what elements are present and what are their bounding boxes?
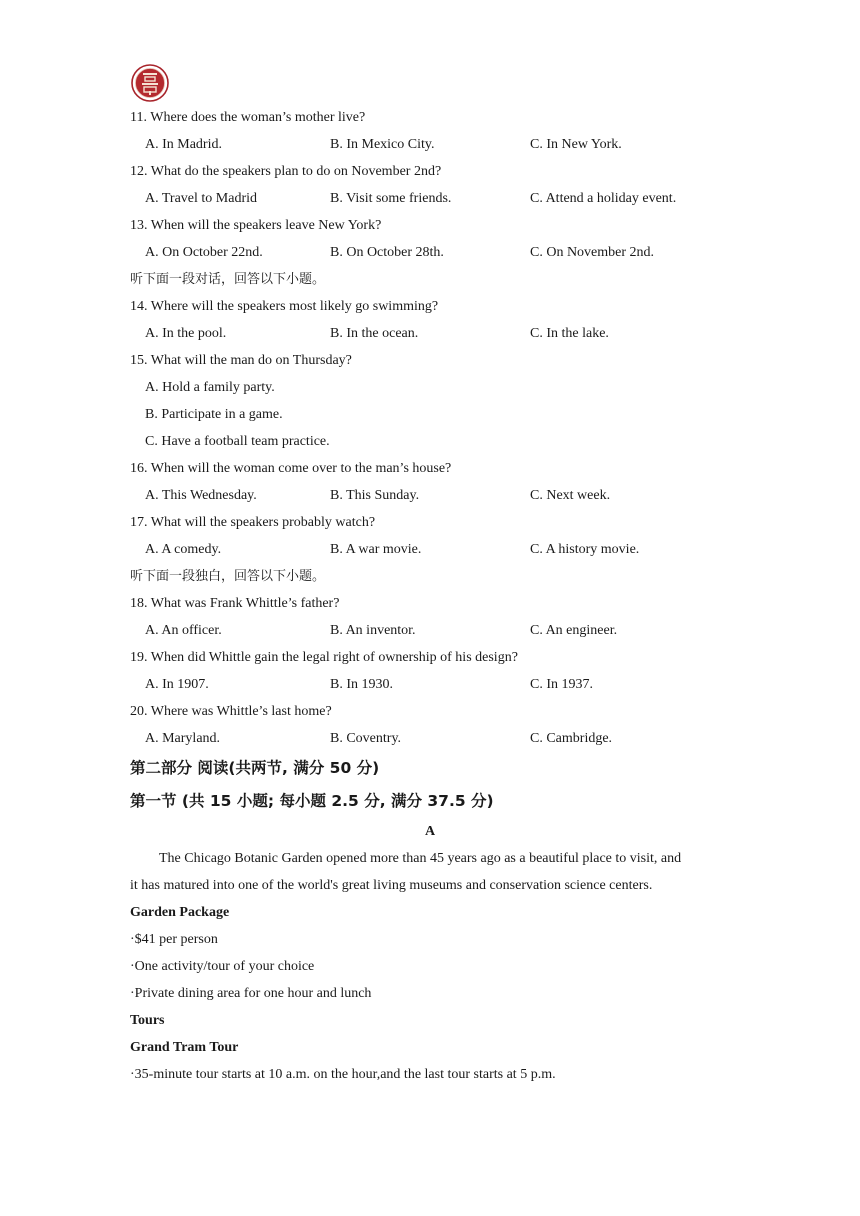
option-b: B. Visit some friends.	[330, 191, 452, 206]
option-b: B. Participate in a game.	[145, 407, 283, 422]
option-b: B. An inventor.	[330, 623, 416, 638]
option-b: B. On October 28th.	[330, 245, 444, 260]
part-2-heading: 第二部分 阅读(共两节, 满分 50 分)	[130, 759, 380, 777]
question-17-options	[130, 536, 750, 563]
passage-intro	[130, 845, 735, 899]
question-16-options	[130, 482, 750, 509]
passage-intro-line-1: The Chicago Botanic Garden opened more than 45 years ago as a beautiful place to visit, and	[159, 851, 682, 866]
listening-instruction: 听下面一段独白，回答以下小题。	[130, 569, 326, 584]
option-c: C. In the lake.	[530, 326, 609, 341]
list-item: ·35-minute tour starts at 10 a.m. on the hour,and the last tour starts at 5 p.m.	[130, 1067, 556, 1082]
option-c: C. Have a football team practice.	[145, 434, 330, 449]
option-c: C. An engineer.	[530, 623, 618, 638]
garden-package-heading: Garden Package	[130, 905, 230, 920]
option-b: B. A war movie.	[330, 542, 422, 557]
option-a: A. Travel to Madrid	[145, 191, 257, 206]
option-c: C. In New York.	[530, 137, 622, 152]
passage-intro-line-2: it has matured into one of the world's great living museums and conservation science centers.	[130, 878, 653, 893]
option-b: B. This Sunday.	[330, 488, 420, 503]
passage-label: A	[424, 824, 436, 839]
option-a: A. In the pool.	[145, 326, 227, 341]
section-1-heading: 第一节 (共 15 小题; 每小题 2.5 分, 满分 37.5 分)	[130, 792, 494, 810]
option-c: C. In 1937.	[530, 677, 593, 692]
listening-instruction: 听下面一段对话，回答以下小题。	[130, 272, 326, 287]
tours-heading: Tours	[130, 1013, 165, 1028]
list-item: ·$41 per person	[130, 932, 218, 947]
option-c: C. Attend a holiday event.	[530, 191, 677, 206]
option-c: C. On November 2nd.	[530, 245, 655, 260]
option-b: B. In Mexico City.	[330, 137, 435, 152]
question-14: 14. Where will the speakers most likely go swimming?	[130, 299, 439, 314]
question-20: 20. Where was Whittle’s last home?	[130, 704, 332, 719]
list-item: ·One activity/tour of your choice	[130, 959, 315, 974]
list-item: ·Private dining area for one hour and lunch	[130, 986, 372, 1001]
option-b: B. Coventry.	[330, 731, 402, 746]
question-18: 18. What was Frank Whittle’s father?	[130, 596, 340, 611]
option-a: A. Maryland.	[145, 731, 221, 746]
question-19-options	[130, 671, 750, 698]
page-content	[130, 104, 750, 1088]
question-19: 19. When did Whittle gain the legal right of ownership of his design?	[130, 650, 518, 665]
grand-tram-tour-heading: Grand Tram Tour	[130, 1040, 239, 1055]
option-a: A. This Wednesday.	[145, 488, 257, 503]
question-11-options	[130, 131, 750, 158]
question-13-options	[130, 239, 750, 266]
option-a: A. On October 22nd.	[145, 245, 263, 260]
option-c: C. A history movie.	[530, 542, 640, 557]
question-11: 11. Where does the woman’s mother live?	[130, 110, 366, 125]
option-a: A. A comedy.	[145, 542, 222, 557]
option-a: A. An officer.	[145, 623, 222, 638]
option-a: A. In 1907.	[145, 677, 209, 692]
question-14-options	[130, 320, 750, 347]
option-c: C. Next week.	[530, 488, 611, 503]
option-a: A. In Madrid.	[145, 137, 222, 152]
option-b: B. In the ocean.	[330, 326, 419, 341]
question-20-options	[130, 725, 750, 752]
question-12-options	[130, 185, 750, 212]
question-15: 15. What will the man do on Thursday?	[130, 353, 352, 368]
option-b: B. In 1930.	[330, 677, 393, 692]
question-18-options	[130, 617, 750, 644]
question-17: 17. What will the speakers probably watch?	[130, 515, 376, 530]
question-13: 13. When will the speakers leave New York?	[130, 218, 382, 233]
question-12: 12. What do the speakers plan to do on November 2nd?	[130, 164, 442, 179]
school-seal-logo	[131, 64, 169, 102]
question-16: 16. When will the woman come over to the man’s house?	[130, 461, 452, 476]
option-a: A. Hold a family party.	[145, 380, 275, 395]
option-c: C. Cambridge.	[530, 731, 613, 746]
